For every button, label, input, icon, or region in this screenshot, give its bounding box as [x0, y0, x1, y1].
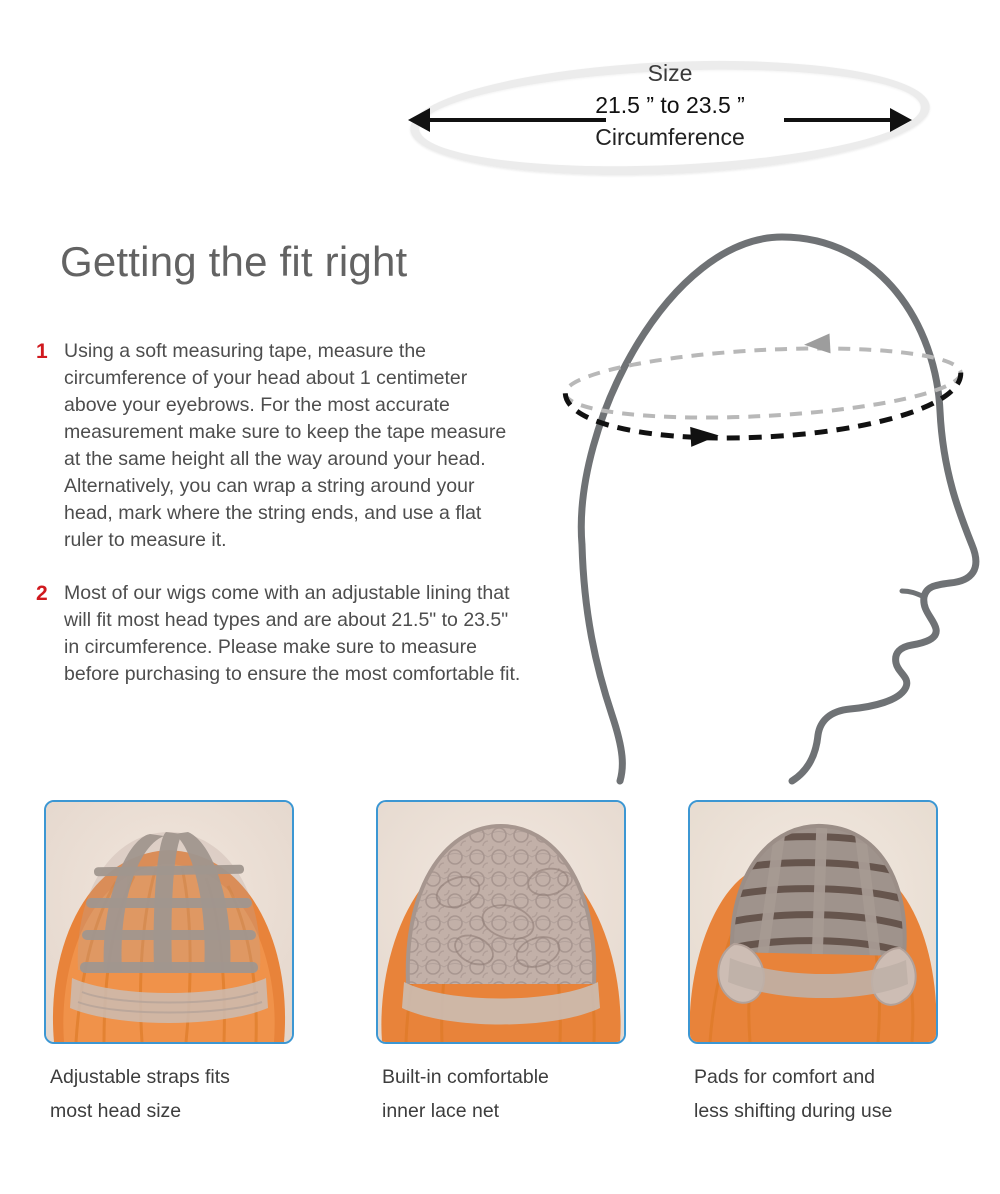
feature-caption-line1: Adjustable straps fits — [50, 1066, 230, 1088]
size-measurement-value: 21.5 ” to 23.5 ” — [595, 92, 745, 118]
feature-caption-line1: Pads for comfort and — [694, 1066, 876, 1088]
step-number: 2 — [36, 582, 48, 605]
feature-caption-line2: most head size — [50, 1100, 182, 1122]
size-ring-diagram — [400, 48, 940, 188]
feature-caption-line1: Built-in comfortable — [382, 1066, 549, 1088]
head-measurement-illustration — [520, 215, 990, 785]
feature-card — [688, 800, 934, 1128]
feature-caption — [376, 1060, 622, 1128]
circumference-label: Circumference — [595, 124, 745, 150]
feature-caption-line2: less shifting during use — [694, 1100, 893, 1122]
feature-caption-line2: inner lace net — [382, 1100, 500, 1122]
instruction-step — [32, 580, 524, 688]
instruction-step — [32, 338, 524, 554]
feature-caption — [688, 1060, 934, 1128]
instruction-steps — [32, 338, 524, 714]
step-text: Using a soft measuring tape, measure the circumference of your head about 1 centimeter above your eyebrows. For the most accurate measurement make sure to keep the tape measure at the same height all the way around your head. Alternatively, you can wrap a string around your head, mark where the string ends, and use a flat ruler to measure it. — [64, 340, 507, 551]
feature-cards — [0, 800, 1000, 1160]
step-text: Most of our wigs come with an adjustable lining that will fit most head types and are about 21.5" to 23.5" in circumference. Please make sure to measure before purchasing to ensure the most comfortable fit. — [64, 582, 521, 685]
step-number: 1 — [36, 340, 48, 363]
wig-cap-inner-lace-net-photo — [376, 800, 626, 1044]
feature-card — [376, 800, 622, 1128]
size-label: Size — [647, 60, 693, 86]
wig-cap-adjustable-straps-photo — [44, 800, 294, 1044]
wig-cap-comfort-pads-photo — [688, 800, 938, 1044]
feature-caption — [44, 1060, 290, 1128]
feature-card — [44, 800, 290, 1128]
page-title: Getting the fit right — [60, 238, 408, 285]
